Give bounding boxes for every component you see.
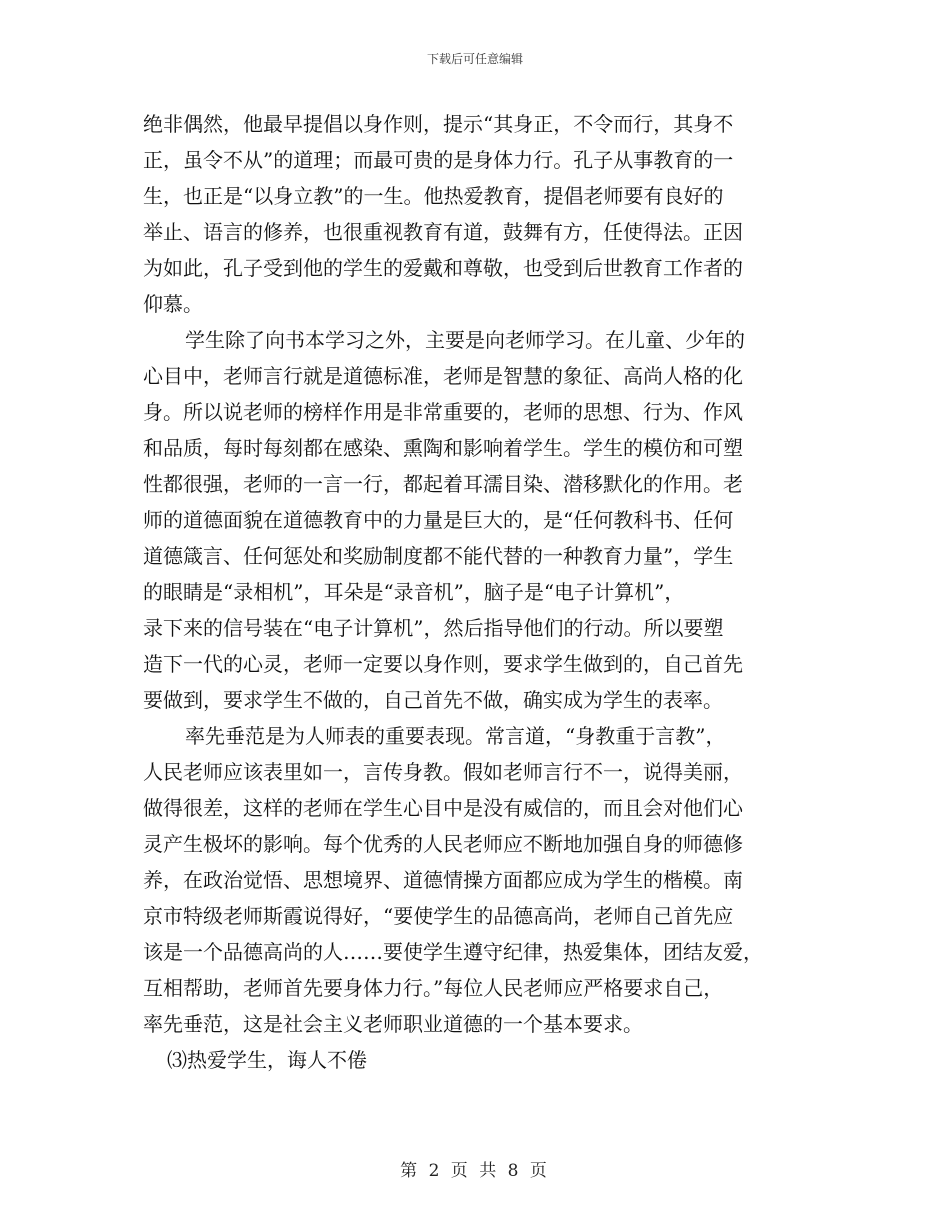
text-line: 的眼睛是“录相机”，耳朵是“录音机”，脑子是“电子计算机”， <box>143 580 685 604</box>
text-line: 要做到，要求学生不做的，自己首先不做，确实成为学生的表率。 <box>143 688 723 712</box>
text-line: 灵产生极坏的影响。每个优秀的人民老师应不断地加强自身的师德修 <box>143 832 743 856</box>
text-line: 绝非偶然，他最早提倡以身作则，提示“其身正，不令而行，其身不 <box>143 112 734 136</box>
text-line: 录下来的信号装在“电子计算机”，然后指导他们的行动。所以要塑 <box>143 616 724 640</box>
text-line: 和品质，每时每刻都在感染、熏陶和影响着学生。学生的模仿和可塑 <box>143 436 743 460</box>
document-body <box>143 106 807 1078</box>
text-line: 互相帮助，老师首先要身体力行。”每位人民老师应严格要求自己， <box>143 976 724 1000</box>
text-line: 道德箴言、任何惩处和奖励制度都不能代替的一种教育力量”，学生 <box>143 544 734 568</box>
section-heading: ⑶热爱学生，诲人不倦 <box>167 1048 367 1072</box>
text-line: 生，也正是“以身立教”的一生。他热爱教育，提倡老师要有良好的 <box>143 184 724 208</box>
text-line: 率先垂范，这是社会主义老师职业道德的一个基本要求。 <box>143 1012 643 1036</box>
text-line: 为如此，孔子受到他的学生的爱戴和尊敬，也受到后世教育工作者的 <box>143 256 743 280</box>
paragraph-first-line: 率先垂范是为人师表的重要表现。常言道，“身教重于言教”， <box>185 724 726 748</box>
text-line: 养，在政治觉悟、思想境界、道德情操方面都应成为学生的楷模。南 <box>143 868 743 892</box>
text-line: 心目中，老师言行就是道德标准，老师是智慧的象征、高尚人格的化 <box>143 364 743 388</box>
paragraph-first-line: 学生除了向书本学习之外，主要是向老师学习。在儿童、少年的 <box>185 328 745 352</box>
page-header: 下载后可任意编辑 <box>426 52 523 66</box>
text-line: 京市特级老师斯霞说得好，“要使学生的品德高尚，老师自己首先应 <box>143 904 734 928</box>
text-line: 人民老师应该表里如一，言传身教。假如老师言行不一，说得美丽， <box>143 760 743 784</box>
text-line: 该是一个品德高尚的人……要使学生遵守纪律，热爱集体，团结友爱， <box>143 940 763 964</box>
text-line: 造下一代的心灵，老师一定要以身作则，要求学生做到的，自己首先 <box>143 652 743 676</box>
text-line: 举止、语言的修养，也很重视教育有道，鼓舞有方，任使得法。正因 <box>143 220 743 244</box>
text-line: 做得很差，这样的老师在学生心目中是没有威信的，而且会对他们心 <box>143 796 743 820</box>
text-line: 性都很强，老师的一言一行，都起着耳濡目染、潜移默化的作用。老 <box>143 472 743 496</box>
text-line: 师的道德面貌在道德教育中的力量是巨大的，是“任何教科书、任何 <box>143 508 734 532</box>
text-line: 仰慕。 <box>143 292 203 316</box>
text-line: 正，虽令不从”的道理；而最可贵的是身体力行。孔子从事教育的一 <box>143 148 734 172</box>
page-footer: 第 2 页 共 8 页 <box>400 1161 550 1181</box>
text-line: 身。所以说老师的榜样作用是非常重要的，老师的思想、行为、作风 <box>143 400 743 424</box>
